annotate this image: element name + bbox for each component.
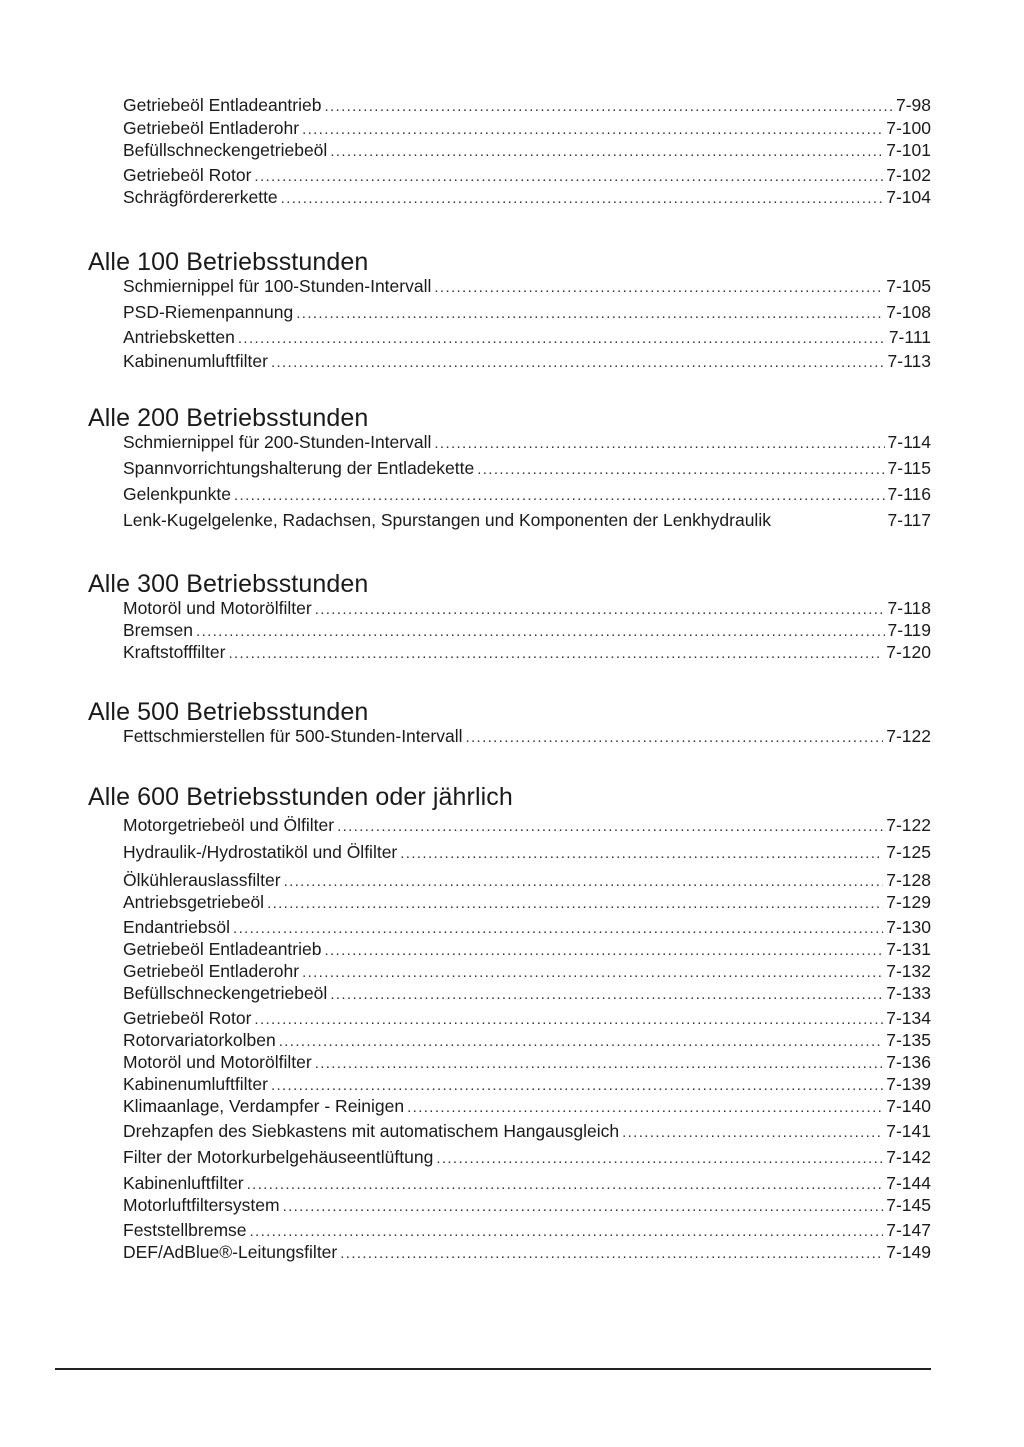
toc-entry[interactable] [123, 642, 931, 664]
toc-entry-title: Kabinenumluftfilter [123, 351, 268, 371]
toc-entry-title: Getriebeöl Rotor [123, 1008, 252, 1028]
toc-entry[interactable] [123, 1074, 931, 1096]
toc-entry-page: 7-115 [887, 458, 931, 478]
toc-entry-page: 7-102 [886, 165, 931, 185]
dot-leader [283, 1198, 884, 1215]
dot-leader [315, 601, 885, 618]
toc-entry[interactable] [123, 327, 931, 351]
toc-entry[interactable] [123, 1052, 931, 1074]
dot-leader [281, 190, 884, 207]
toc-entry-page: 7-129 [886, 892, 931, 912]
toc-entry-page: 7-108 [886, 302, 931, 322]
toc-entry-page: 7-144 [886, 1173, 931, 1193]
toc-entry-title: Motoröl und Motorölfilter [123, 598, 312, 618]
toc-entry-page: 7-139 [886, 1074, 931, 1094]
toc-entry-page: 7-149 [886, 1242, 931, 1262]
toc-entry[interactable] [123, 165, 931, 187]
toc-entry[interactable] [123, 1121, 931, 1147]
toc-entry[interactable] [123, 484, 931, 510]
dot-leader [337, 818, 883, 835]
toc-entry[interactable] [123, 276, 931, 302]
toc-entry-title: Schmiernippel für 100-Stunden-Intervall [123, 276, 432, 296]
dot-leader [340, 1245, 883, 1262]
toc-intro-block [88, 95, 931, 209]
toc-entry-title: Lenk-Kugelgelenke, Radachsen, Spurstangen und Komponenten der Lenkhydraulik [123, 510, 771, 530]
toc-entry-title: Klimaanlage, Verdampfer - Reinigen [123, 1096, 405, 1116]
dot-leader [284, 873, 884, 890]
toc-entry[interactable] [123, 1195, 931, 1220]
toc-entry[interactable] [123, 620, 931, 642]
toc-entry[interactable] [123, 870, 931, 892]
toc-entry-page: 7-104 [886, 187, 931, 207]
toc-entry-page: 7-111 [888, 327, 931, 347]
dot-leader [247, 1176, 884, 1193]
toc-entry-title: Feststellbremse [123, 1220, 247, 1240]
dot-leader [228, 645, 883, 662]
toc-entry-page: 7-145 [886, 1195, 931, 1215]
toc-section-600 [88, 783, 931, 1264]
toc-entry[interactable] [123, 351, 931, 375]
toc-entry-list [123, 598, 931, 664]
dot-leader [315, 1055, 884, 1072]
toc-entry[interactable] [123, 302, 931, 327]
toc-entry-title: Endantriebsöl [123, 917, 231, 937]
toc-entry-title: Antriebsgetriebeöl [123, 892, 265, 912]
toc-entry-page: 7-136 [886, 1052, 931, 1072]
toc-entry-title: Getriebeöl Entladerohr [123, 118, 300, 138]
toc-entry-list [123, 815, 931, 1264]
dot-leader [434, 435, 884, 452]
dot-leader [434, 279, 883, 296]
toc-entry[interactable] [123, 95, 931, 118]
toc-entry-page: 7-100 [886, 118, 931, 138]
toc-entry-title: Getriebeöl Entladeantrieb [123, 939, 322, 959]
toc-entry-page: 7-135 [886, 1030, 931, 1050]
toc-entry[interactable] [123, 1030, 931, 1052]
toc-entry[interactable] [123, 187, 931, 209]
toc-entry-page: 7-133 [886, 983, 931, 1003]
toc-entry-page: 7-117 [887, 510, 931, 530]
toc-entry[interactable] [123, 1008, 931, 1030]
toc-entry-page: 7-98 [895, 95, 931, 115]
dot-leader [254, 1011, 883, 1028]
toc-entry-title: Schmiernippel für 200-Stunden-Intervall [123, 432, 432, 452]
toc-entry-page: 7-101 [886, 140, 931, 160]
toc-entry-page: 7-122 [886, 726, 931, 746]
dot-leader [254, 168, 883, 185]
toc-entry-title: Motorgetriebeöl und Ölfilter [123, 815, 335, 835]
toc-entry-list [123, 432, 931, 536]
toc-entry[interactable] [123, 1220, 931, 1242]
dot-leader [233, 920, 883, 937]
toc-entry-page: 7-147 [886, 1220, 931, 1240]
dot-leader [465, 729, 883, 746]
dot-leader [271, 354, 885, 371]
toc-entry[interactable] [123, 983, 931, 1008]
toc-entry-page: 7-119 [887, 620, 931, 640]
dot-leader [302, 121, 883, 138]
toc-entry[interactable] [123, 1242, 931, 1264]
toc-entry[interactable] [123, 510, 931, 536]
section-heading: Alle 500 Betriebsstunden [88, 698, 369, 726]
toc-entry[interactable] [123, 1096, 931, 1121]
toc-entry-title: Getriebeöl Entladeantrieb [123, 95, 322, 115]
toc-entry-title: Antriebsketten [123, 327, 235, 347]
toc-entry-list [123, 95, 931, 209]
toc-entry[interactable] [123, 1147, 931, 1173]
dot-leader [436, 1150, 883, 1167]
toc-entry-page: 7-131 [886, 939, 931, 959]
toc-entry[interactable] [123, 892, 931, 917]
toc-section-200 [88, 404, 931, 536]
toc-entry[interactable] [123, 598, 931, 620]
section-heading: Alle 200 Betriebsstunden [88, 404, 369, 432]
dot-leader [324, 98, 893, 115]
dot-leader [238, 330, 886, 347]
toc-entry-list [123, 276, 931, 375]
toc-entry[interactable] [123, 140, 931, 165]
toc-entry-title: Getriebeöl Rotor [123, 165, 252, 185]
section-heading: Alle 300 Betriebsstunden [88, 570, 369, 598]
toc-entry-title: Filter der Motorkurbelgehäuseentlüftung [123, 1147, 434, 1167]
dot-leader [330, 143, 883, 160]
toc-entry-page: 7-130 [886, 917, 931, 937]
toc-entry-title: Motorluftfiltersystem [123, 1195, 280, 1215]
dot-leader [330, 986, 883, 1003]
toc-entry-title: Spannvorrichtungshalterung der Entladekette [123, 458, 475, 478]
toc-section-500 [88, 698, 931, 750]
toc-entry-page: 7-141 [886, 1121, 931, 1141]
dot-leader [622, 1124, 883, 1141]
toc-entry-title: Ölkühlerauslassfilter [123, 870, 281, 890]
dot-leader [234, 487, 885, 504]
toc-entry[interactable] [123, 1173, 931, 1195]
toc-entry[interactable] [123, 961, 931, 983]
toc-entry-page: 7-105 [886, 276, 931, 296]
toc-entry[interactable] [123, 939, 931, 961]
dot-leader [477, 461, 884, 478]
toc-entry-page: 7-122 [886, 815, 931, 835]
toc-entry[interactable] [123, 458, 931, 484]
toc-entry-page: 7-134 [886, 1008, 931, 1028]
toc-entry-title: Kabinenluftfilter [123, 1173, 244, 1193]
toc-entry-page: 7-118 [887, 598, 931, 618]
dot-leader [250, 1223, 884, 1240]
toc-entry[interactable] [123, 432, 931, 458]
toc-entry-page: 7-125 [886, 842, 931, 862]
dot-leader [271, 1077, 883, 1094]
toc-entry-list [123, 726, 931, 750]
toc-section-100 [88, 248, 931, 375]
dot-leader [279, 1033, 884, 1050]
toc-entry-title: Bremsen [123, 620, 194, 640]
toc-entry[interactable] [123, 726, 931, 750]
toc-entry-title: Motoröl und Motorölfilter [123, 1052, 312, 1072]
dot-leader [302, 964, 883, 981]
toc-section-300 [88, 570, 931, 664]
toc-entry-page: 7-114 [887, 432, 931, 452]
footer-divider [55, 1368, 931, 1370]
toc-entry-title: Kraftstofffilter [123, 642, 226, 662]
toc-entry-page: 7-120 [886, 642, 931, 662]
dot-leader [400, 845, 883, 862]
dot-leader [407, 1099, 883, 1116]
toc-entry[interactable] [123, 815, 931, 842]
toc-entry-page: 7-132 [886, 961, 931, 981]
toc-entry-title: Gelenkpunkte [123, 484, 231, 504]
dot-leader [324, 942, 883, 959]
dot-leader [296, 305, 883, 322]
toc-entry-page: 7-142 [886, 1147, 931, 1167]
toc-entry-title: Schrägfördererkette [123, 187, 278, 207]
toc-entry-title: Hydraulik-/Hydrostatiköl und Ölfilter [123, 842, 398, 862]
toc-entry-page: 7-128 [886, 870, 931, 890]
dot-leader [196, 623, 885, 640]
toc-entry-page: 7-113 [887, 351, 931, 371]
toc-entry-title: Befüllschneckengetriebeöl [123, 983, 328, 1003]
toc-entry-page: 7-116 [887, 484, 931, 504]
section-heading: Alle 100 Betriebsstunden [88, 248, 369, 276]
toc-entry-page: 7-140 [886, 1096, 931, 1116]
section-heading: Alle 600 Betriebsstunden oder jährlich [88, 783, 513, 811]
toc-entry-title: PSD-Riemenpannung [123, 302, 294, 322]
toc-entry[interactable] [123, 917, 931, 939]
toc-entry-title: Fettschmierstellen für 500-Stunden-Intervall [123, 726, 463, 746]
toc-entry[interactable] [123, 842, 931, 870]
toc-entry-title: Rotorvariatorkolben [123, 1030, 276, 1050]
toc-entry-title: Drehzapfen des Siebkastens mit automatischem Hangausgleich [123, 1121, 620, 1141]
toc-entry-title: Befüllschneckengetriebeöl [123, 140, 328, 160]
dot-leader [267, 895, 883, 912]
toc-entry-title: Getriebeöl Entladerohr [123, 961, 300, 981]
toc-entry[interactable] [123, 118, 931, 140]
toc-entry-title: Kabinenumluftfilter [123, 1074, 268, 1094]
toc-entry-title: DEF/AdBlue®-Leitungsfilter [123, 1242, 338, 1262]
